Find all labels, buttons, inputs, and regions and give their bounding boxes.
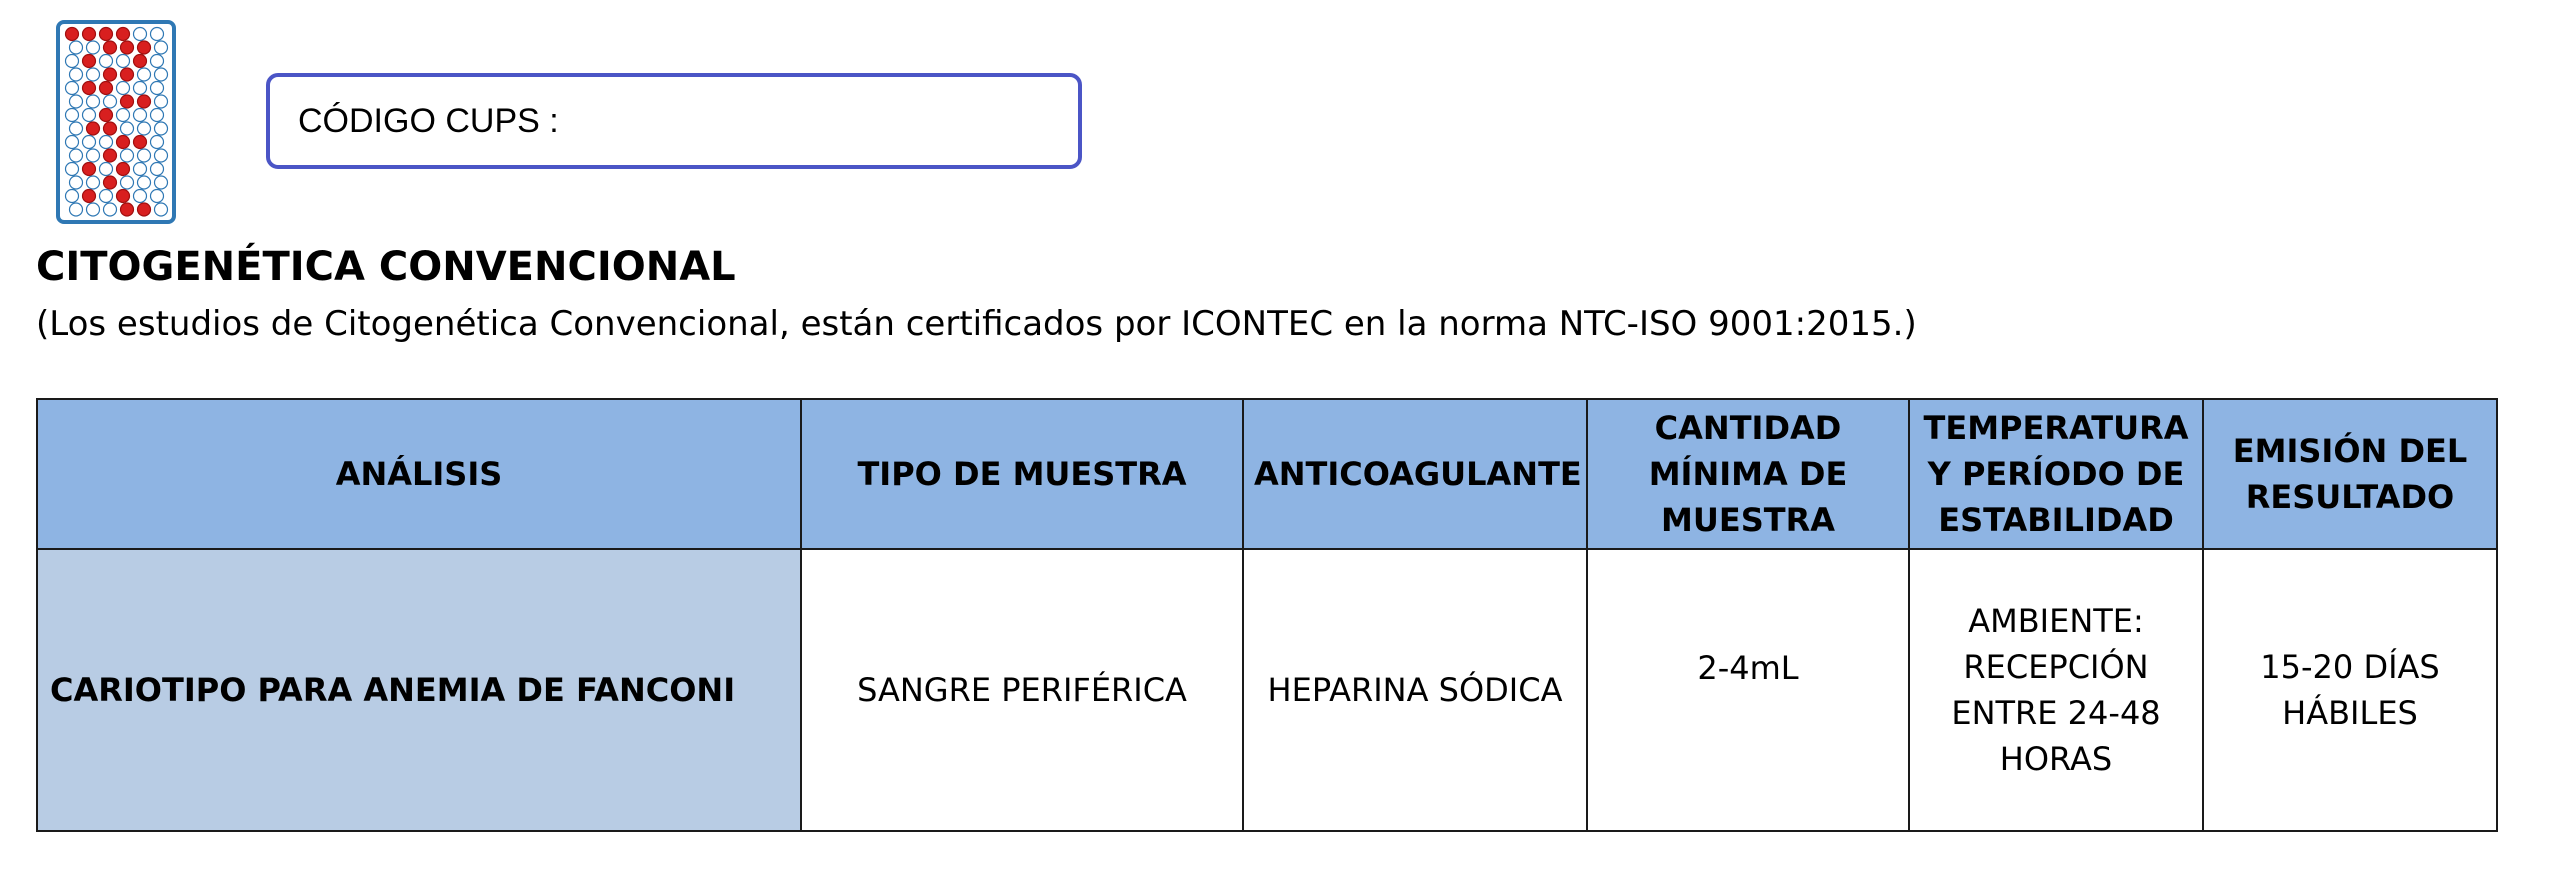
red-bead-icon [100,109,113,122]
red-bead-icon [121,68,134,81]
blue-bead-icon [117,55,130,68]
blue-bead-icon [121,149,134,162]
red-bead-icon [138,41,151,54]
red-bead-icon [121,95,134,108]
header-temperatura: TEMPERATURA Y PERÍODO DE ESTABILIDAD [1909,399,2203,549]
red-bead-icon [138,203,151,216]
page-title: CITOGENÉTICA CONVENCIONAL [36,244,736,290]
header-analisis: ANÁLISIS [37,399,801,549]
red-bead-icon [83,28,96,41]
blue-bead-icon [66,82,79,95]
blue-bead-icon [87,176,100,189]
blue-bead-icon [151,82,164,95]
cell-result-time: 15-20 DÍAS HÁBILES [2203,549,2497,831]
blue-bead-icon [87,149,100,162]
cell-temperature: AMBIENTE: RECEPCIÓN ENTRE 24-48 HORAS [1909,549,2203,831]
blue-bead-icon [70,176,83,189]
blue-bead-icon [87,203,100,216]
blue-bead-icon [70,149,83,162]
red-bead-icon [134,55,147,68]
blue-bead-icon [134,163,147,176]
blue-bead-icon [66,109,79,122]
blue-bead-icon [70,68,83,81]
header-anticoagulante: ANTICOAGULANTE [1243,399,1587,549]
blue-bead-icon [83,109,96,122]
blue-bead-icon [155,203,168,216]
blue-bead-icon [117,82,130,95]
chromosome-beads-logo-icon [56,20,176,224]
blue-bead-icon [134,28,147,41]
blue-bead-icon [151,28,164,41]
blue-bead-icon [155,176,168,189]
blue-bead-icon [151,55,164,68]
blue-bead-icon [134,109,147,122]
red-bead-icon [100,28,113,41]
blue-bead-icon [155,95,168,108]
cups-code-label: CÓDIGO CUPS : [298,101,559,140]
red-bead-icon [104,122,117,135]
red-bead-icon [100,82,113,95]
header-emision-resultado: EMISIÓN DEL RESULTADO [2203,399,2497,549]
red-bead-icon [83,163,96,176]
red-bead-icon [104,149,117,162]
red-bead-icon [117,163,130,176]
blue-bead-icon [70,41,83,54]
blue-bead-icon [100,190,113,203]
blue-bead-icon [87,68,100,81]
blue-bead-icon [87,41,100,54]
red-bead-icon [138,95,151,108]
blue-bead-icon [155,68,168,81]
red-bead-icon [87,122,100,135]
blue-bead-icon [66,163,79,176]
blue-bead-icon [151,190,164,203]
blue-bead-icon [151,136,164,149]
blue-bead-icon [100,55,113,68]
red-bead-icon [104,68,117,81]
certification-note: (Los estudios de Citogenética Convencional, están certificados por ICONTEC en la norma NTC-ISO 9001:2015.) [36,304,1917,344]
cell-anticoagulant: HEPARINA SÓDICA [1243,549,1587,831]
blue-bead-icon [121,176,134,189]
blue-bead-icon [138,122,151,135]
blue-bead-icon [155,122,168,135]
blue-bead-icon [104,203,117,216]
red-bead-icon [104,41,117,54]
red-bead-icon [83,82,96,95]
blue-bead-icon [83,136,96,149]
red-bead-icon [117,28,130,41]
blue-bead-icon [134,190,147,203]
red-bead-icon [134,136,147,149]
table-header-row [37,399,2497,549]
blue-bead-icon [134,82,147,95]
red-bead-icon [66,28,79,41]
red-bead-icon [117,136,130,149]
blue-bead-icon [66,136,79,149]
blue-bead-icon [70,203,83,216]
blue-bead-icon [121,122,134,135]
red-bead-icon [117,190,130,203]
blue-bead-icon [104,95,117,108]
blue-bead-icon [151,163,164,176]
blue-bead-icon [138,149,151,162]
blue-bead-icon [138,176,151,189]
red-bead-icon [104,176,117,189]
header-cantidad-minima: CANTIDAD MÍNIMA DE MUESTRA [1587,399,1909,549]
table-row [37,549,2497,831]
cell-min-quantity: 2-4mL [1587,549,1909,831]
blue-bead-icon [66,55,79,68]
blue-bead-icon [66,190,79,203]
blue-bead-icon [151,109,164,122]
red-bead-icon [121,41,134,54]
cell-sample-type: SANGRE PERIFÉRICA [801,549,1243,831]
cups-code-field [266,73,1082,169]
red-bead-icon [121,203,134,216]
blue-bead-icon [138,68,151,81]
analysis-table [36,398,2498,832]
blue-bead-icon [100,163,113,176]
header-tipo-de-muestra: TIPO DE MUESTRA [801,399,1243,549]
blue-bead-icon [117,109,130,122]
red-bead-icon [83,55,96,68]
cell-analysis: CARIOTIPO PARA ANEMIA DE FANCONI [37,549,801,831]
blue-bead-icon [155,149,168,162]
blue-bead-icon [100,136,113,149]
blue-bead-icon [87,95,100,108]
blue-bead-icon [70,122,83,135]
red-bead-icon [83,190,96,203]
blue-bead-icon [155,41,168,54]
blue-bead-icon [70,95,83,108]
